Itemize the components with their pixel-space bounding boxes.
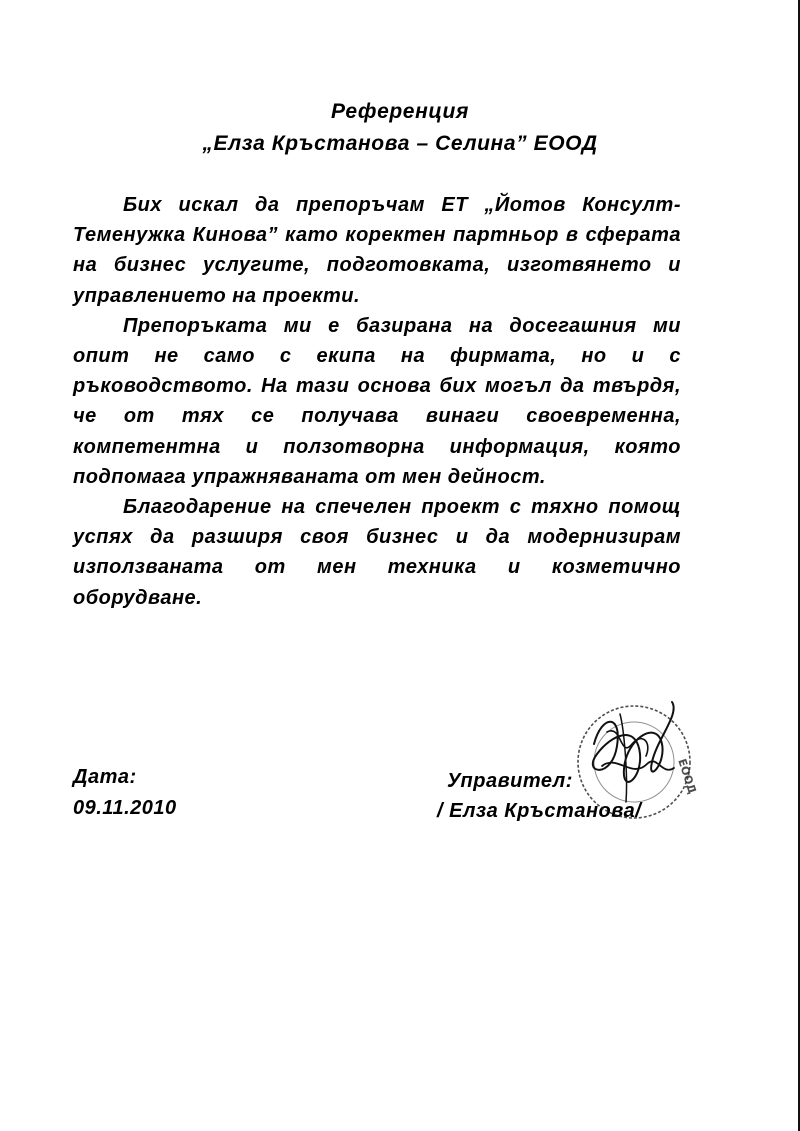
company-name: „Елза Кръстанова – Селина” ЕООД bbox=[202, 132, 598, 155]
manager-name: / Елза Кръстанова/ bbox=[437, 800, 642, 822]
document-title: Референция bbox=[331, 100, 469, 123]
manager-title: Управител: bbox=[447, 770, 573, 792]
date-value: 09.11.2010 bbox=[73, 797, 177, 819]
stamp-text bbox=[675, 757, 699, 795]
paragraph-2: Препоръката ми е базирана на досегашния ми опит не само с екипа на фирмата, но и с ръководството. На тази основа бих могъл да твърдя, че от тях се получава винаги своевременна, компетентна и ползотворна информация, която подпомага упражняваната от мен дейност. bbox=[73, 314, 681, 488]
svg-text:ЕООД: ЕООД bbox=[675, 757, 699, 796]
paragraph-3: Благодарение на спечелен проект с тяхно помощ успях да разширя своя бизнес и да модернизирам използваната от мен техника и козметично оборудване. bbox=[73, 496, 681, 609]
signature-stamp bbox=[562, 684, 702, 834]
letter-body bbox=[73, 190, 681, 613]
paragraph-1: Бих искал да препоръчам ЕТ „Йотов Консулт-Теменужка Кинова” като коректен партньор в сферата на бизнес услугите, подготовката, изготвянето и управлението на проекти. bbox=[73, 194, 681, 307]
date-label: Дата: bbox=[73, 766, 137, 788]
